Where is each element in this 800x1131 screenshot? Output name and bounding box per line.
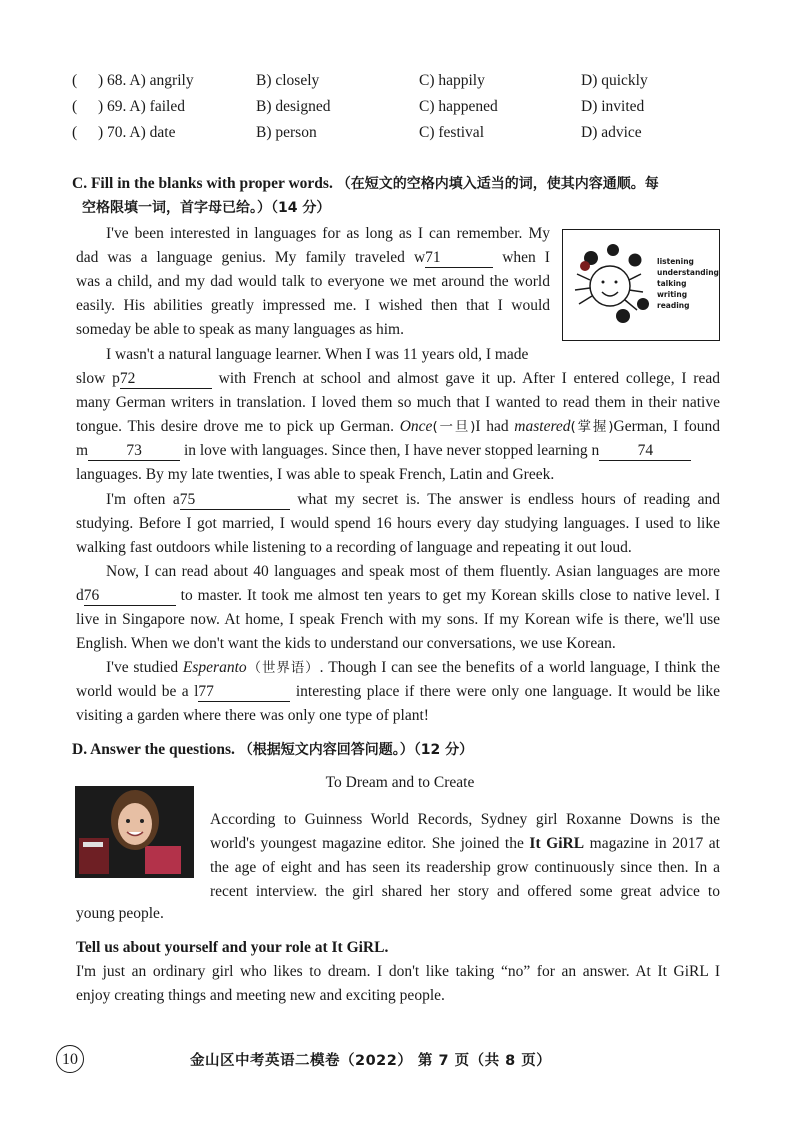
p5-line-2 [76,680,720,704]
text: dad was a language genius. My family traveled w [76,249,426,266]
text: d [76,587,84,604]
answer-paren[interactable]: ( [72,98,78,115]
blank-76[interactable]: 76 [84,587,176,606]
text: interesting place if there were only one language. It would be like [290,683,721,700]
page-footer [0,1045,800,1075]
text: . Though I can see the benefits of a world language, I think the [319,659,721,676]
section-c-heading-2 [82,196,732,220]
roxanne-photo [75,786,194,878]
d-line-5: young people. [76,905,164,922]
p2-line-2 [76,367,720,391]
p2-line-3: many German writers in translation. I loved them so much that I wanted to read them in their native [76,394,720,411]
page-badge: 10 [56,1045,84,1073]
p3-line-2: studying. Before I got married, I would spend 16 hours every day studying languages. I used to like [76,515,720,532]
gloss-once: (一旦) [432,419,476,435]
text: in love with languages. Since then, I have never stopped learning n [180,442,600,459]
p2-line-5 [76,439,720,463]
option-b: B) designed [256,98,331,115]
magazine-name: It GiRL [529,835,585,852]
heading-cn: （在短文的空格内填入适当的词，使其内容通顺。每 [336,176,659,192]
word-esperanto: Esperanto [182,659,247,676]
girl-portrait-icon [75,786,194,878]
blank-77[interactable]: 77 [198,683,290,702]
p1-line-1: I've been interested in languages for as long as I can remember. My [106,225,550,242]
p3-line-3: walking fast outdoors while listening to a recording of language and repeating it out loud. [76,539,632,556]
option-b: B) closely [256,72,320,89]
text: I've studied [106,659,183,676]
p4-line-3: live in Singapore now. At home, I speak French with my sons. If my Korean wife is there, we'll use [76,611,720,628]
label-writing: writing [657,290,688,299]
question-heading: Tell us about yourself and your role at It GiRL. [76,939,389,956]
heading-cn: （根据短文内容回答问题。）（12 分） [238,742,474,758]
text: slow p [76,370,120,387]
p5-line-3: visiting a garden where there was only one type of plant! [76,707,429,724]
footer-text: 金山区中考英语二模卷（2022） 第 7 页（共 8 页） [190,1053,552,1069]
blank-75[interactable]: 75 [180,491,290,510]
option-d: D) quickly [581,72,648,89]
heading-en: C. Fill in the blanks with proper words. [72,175,333,192]
heading-cn-2: 空格限填一词，首字母已给。）（14 分） [82,200,331,216]
p2-line-4 [76,415,720,439]
p3-line-1 [76,488,720,512]
p1-line-4: easily. His abilities greatly impressed me. I wished then that I would [76,297,550,314]
text: with French at school and almost gave it up. After I entered college, I read [211,370,720,387]
section-c-heading [72,172,722,196]
option-a: ) 70. A) date [98,124,176,141]
mc-row-70 [72,124,712,148]
text: world would be a l [76,683,199,700]
text: German, I found [613,418,720,435]
p2-line-6: languages. By my late twenties, I was able to speak French, Latin and Greek. [76,466,555,483]
text: tongue. This desire drove me to pick up German. [76,418,400,435]
word-mastered: mastered [514,418,571,435]
p4-line-1: Now, I can read about 40 languages and speak most of them fluently. Asian languages are more [106,563,720,580]
d-line-2 [210,832,720,856]
section-d-heading [72,738,722,762]
answer-paren[interactable]: ( [72,124,78,141]
text: I had [475,418,515,435]
label-listening: listening [657,257,694,266]
p1-line-5: someday be able to speak as many languages as him. [76,321,404,338]
gloss-esperanto: （世界语） [246,660,320,676]
text: magazine in 2017 at [584,835,720,852]
text: m [76,442,89,459]
text: what my secret is. The answer is endless hours of reading and [289,491,720,508]
option-b: B) person [256,124,317,141]
label-reading: reading [657,301,690,310]
p4-line-4: English. When we don't want the kids to understand our conversations, we use Korean. [76,635,616,652]
blank-71[interactable]: 71 [425,249,493,268]
p1-line-2 [76,246,550,270]
d-line-3: the age of eight and has seen its readership grow continuously since then. In a [210,859,720,876]
option-c: C) festival [419,124,484,141]
heading-en: D. Answer the questions. [72,741,235,758]
answer-line-1: I'm just an ordinary girl who likes to dream. I don't like taking “no” for an answer. At It GiRL I [76,963,720,980]
text: I'm often a [106,491,180,508]
option-d: D) advice [581,124,642,141]
label-understanding: understanding [657,268,719,277]
d-line-4: recent interview. the girl shared her story and offered some great advice to [210,883,720,900]
option-c: C) happily [419,72,485,89]
mc-row-69 [72,98,712,122]
gloss-mastered: (掌握) [570,419,614,435]
answer-paren[interactable]: ( [72,72,78,89]
d-line-1: According to Guinness World Records, Sydney girl Roxanne Downs is the [210,811,720,828]
option-d: D) invited [581,98,645,115]
option-c: C) happened [419,98,498,115]
article-title: To Dream and to Create [325,774,475,791]
text: when I [493,249,550,266]
blank-72[interactable]: 72 [120,370,212,389]
blank-74[interactable]: 74 [599,442,691,461]
p4-line-2 [76,584,720,608]
blank-73[interactable]: 73 [88,442,180,461]
option-a: ) 68. A) angrily [98,72,194,89]
text: to master. It took me almost ten years to get my Korean skills close to native level. I [175,587,720,604]
label-talking: talking [657,279,687,288]
skill-labels [657,256,719,311]
text: world's youngest magazine editor. She joined the [210,835,530,852]
answer-line-2: enjoy creating things and meeting new and exciting people. [76,987,445,1004]
p5-line-1 [76,656,720,680]
p1-line-3: was a child, and my dad would talk to everyone we met around the world [76,273,550,290]
skills-illustration [562,229,720,341]
word-once: Once [399,418,433,435]
option-a: ) 69. A) failed [98,98,185,115]
p2-line-1: I wasn't a natural language learner. When I was 11 years old, I made [106,346,529,363]
mc-row-68 [72,72,712,96]
